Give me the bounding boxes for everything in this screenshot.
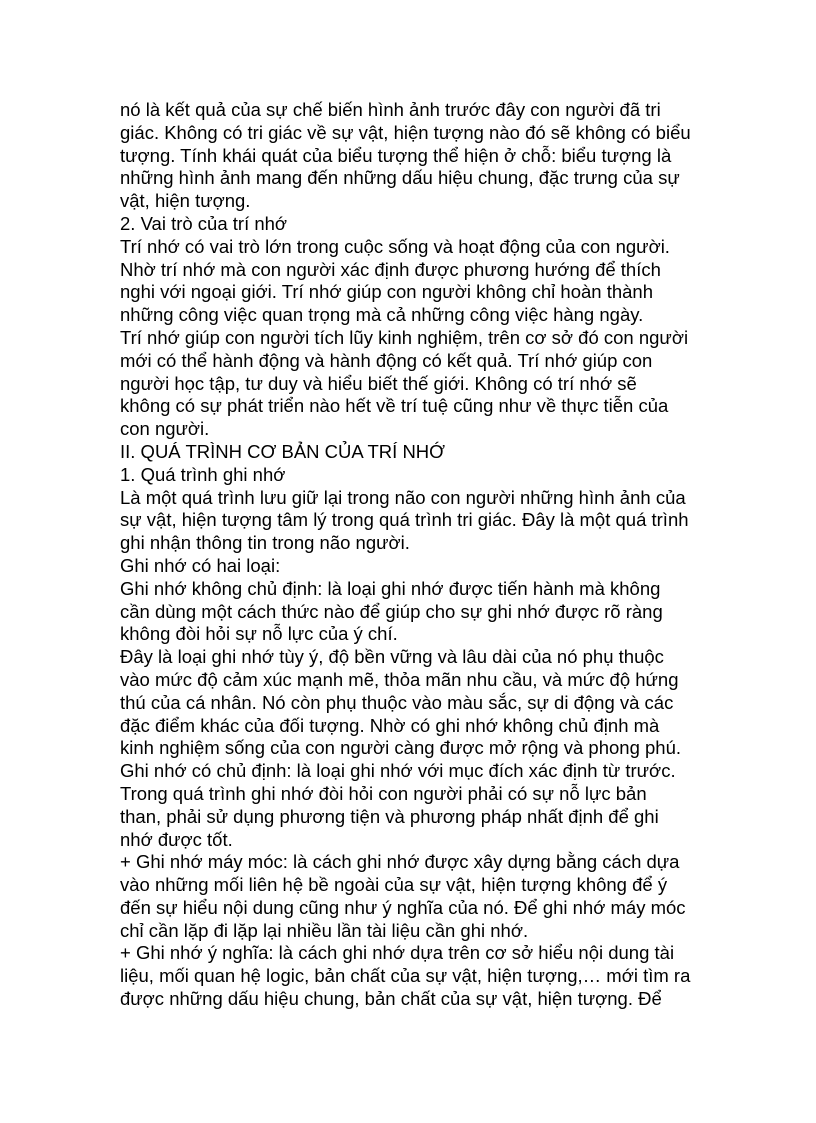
text-line: đến sự hiểu nội dung cũng như ý nghĩa của nó. Để ghi nhớ máy móc — [120, 896, 686, 918]
text-line: nó là kết quả của sự chế biến hình ảnh trước đây con người đã tri — [120, 99, 661, 120]
text-line: thú của cá nhân. Nó còn phụ thuộc vào màu sắc, sự di động và các — [120, 691, 674, 713]
text-line: con người. — [120, 418, 210, 440]
text-line: Ghi nhớ không chủ định: là loại ghi nhớ được tiến hành mà không — [120, 577, 661, 599]
text-line: nhớ được tốt. — [120, 828, 233, 850]
text-line: Ghi nhớ có hai loại: — [120, 554, 281, 576]
text-line: Ghi nhớ có chủ định: là loại ghi nhớ với mục đích xác định từ trước. — [120, 760, 676, 782]
text-line: người học tập, tư duy và hiểu biết thế giới. Không có trí nhớ sẽ — [120, 372, 637, 394]
text-line: được những dấu hiệu chung, bản chất của sự vật, hiện tượng. Để — [120, 988, 662, 1010]
text-line: Trí nhớ có vai trò lớn trong cuộc sống và hoạt động của con người. — [120, 235, 670, 257]
text-line: kinh nghiệm sống của con người càng được mở rộng và phong phú. — [120, 737, 681, 759]
text-line: giác. Không có tri giác về sự vật, hiện tượng nào đó sẽ không có biểu — [120, 121, 691, 143]
text-line: Là một quá trình lưu giữ lại trong não con người những hình ảnh của — [120, 486, 686, 508]
text-line: nghi với ngoại giới. Trí nhớ giúp con người không chỉ hoàn thành — [120, 281, 653, 303]
text-line: vật, hiện tượng. — [120, 190, 251, 212]
text-line: vào mức độ cảm xúc mạnh mẽ, thỏa mãn nhu cầu, và mức độ hứng — [120, 668, 679, 690]
section-heading: 2. Vai trò của trí nhớ — [120, 212, 288, 234]
body-text — [120, 99, 720, 1011]
text-line: + Ghi nhớ ý nghĩa: là cách ghi nhớ dựa trên cơ sở hiểu nội dung tài — [120, 942, 675, 964]
text-line: mới có thể hành động và hành động có kết quả. Trí nhớ giúp con — [120, 349, 653, 371]
text-line: đặc điểm khác của đối tượng. Nhờ có ghi nhớ không chủ định mà — [120, 714, 660, 736]
text-line: Đây là loại ghi nhớ tùy ý, độ bền vững và lâu dài của nó phụ thuộc — [120, 646, 664, 668]
text-line: than, phải sử dụng phương tiện và phương pháp nhất định để ghi — [120, 805, 659, 827]
text-line: liệu, mối quan hệ logic, bản chất của sự vật, hiện tượng,… mới tìm ra — [120, 965, 691, 987]
text-line: Nhờ trí nhớ mà con người xác định được phương hướng để thích — [120, 258, 661, 280]
text-line: tượng. Tính khái quát của biểu tượng thể hiện ở chỗ: biểu tượng là — [120, 144, 672, 166]
text-line: sự vật, hiện tượng tâm lý trong quá trình tri giác. Đây là một quá trình — [120, 509, 689, 531]
text-line: Trí nhớ giúp con người tích lũy kinh nghiệm, trên cơ sở đó con người — [120, 326, 689, 348]
text-line: ghi nhận thông tin trong não người. — [120, 532, 410, 554]
text-line: những công việc quan trọng mà cả những công việc hàng ngày. — [120, 304, 644, 326]
chapter-heading: II. QUÁ TRÌNH CƠ BẢN CỦA TRÍ NHỚ — [120, 440, 446, 462]
text-line: không đòi hỏi sự nỗ lực của ý chí. — [120, 623, 398, 645]
text-line: những hình ảnh mang đến những dấu hiệu chung, đặc trưng của sự — [120, 167, 680, 189]
text-line: chỉ cần lặp đi lặp lại nhiều lần tài liệu cần ghi nhớ. — [120, 919, 529, 941]
text-line: Trong quá trình ghi nhớ đòi hỏi con người phải có sự nỗ lực bản — [120, 782, 647, 804]
section-heading: 1. Quá trình ghi nhớ — [120, 463, 286, 485]
text-line: vào những mối liên hệ bề ngoài của sự vật, hiện tượng không để ý — [120, 874, 668, 896]
text-line: không có sự phát triển nào hết về trí tuệ cũng như về thực tiễn của — [120, 395, 669, 417]
text-line: cần dùng một cách thức nào để giúp cho sự ghi nhớ được rõ ràng — [120, 600, 663, 622]
text-line: + Ghi nhớ máy móc: là cách ghi nhớ được xây dựng bằng cách dựa — [120, 851, 680, 873]
